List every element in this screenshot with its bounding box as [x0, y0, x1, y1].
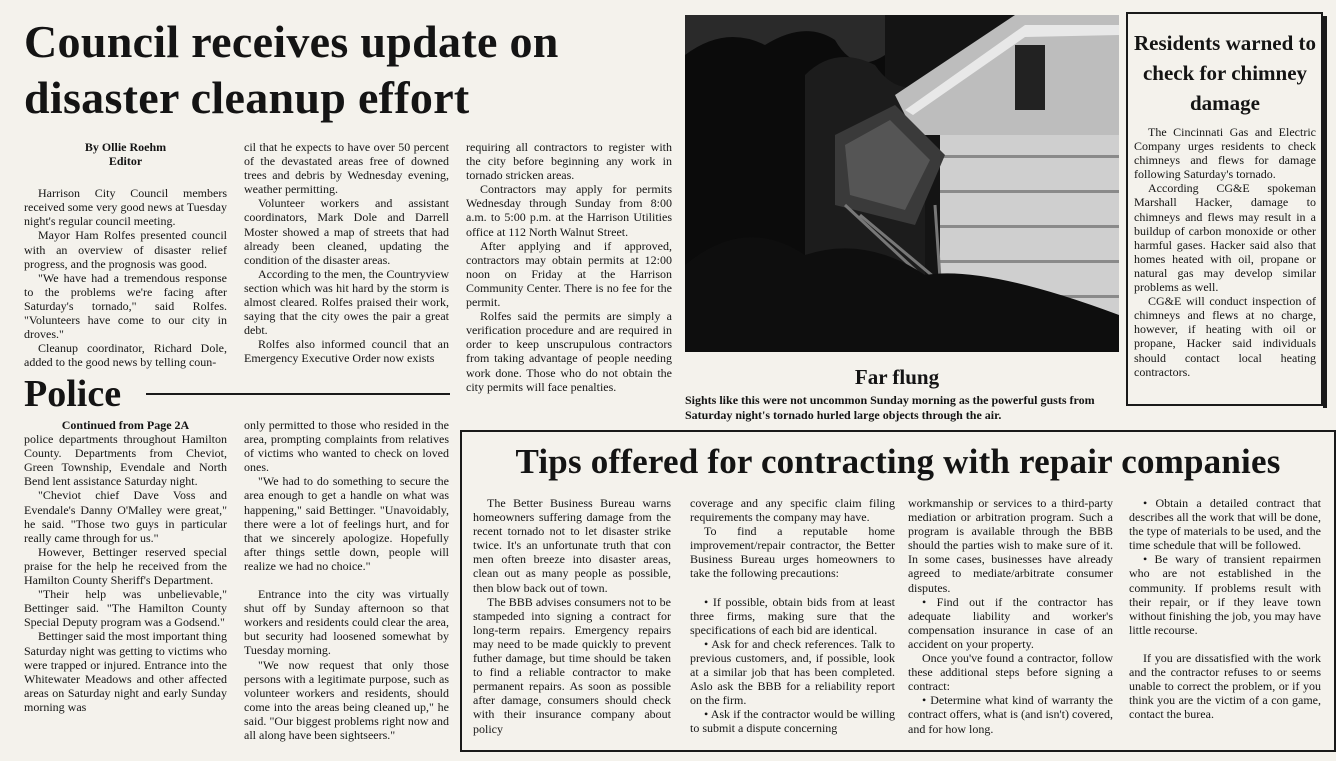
paragraph: If you are dissatisfied with the work and the contractor refuses to or seems unable to correct the problem, or if you think you are the victim of a con game, contact the burea.: [1129, 650, 1321, 722]
bullet-item: • Be wary of transient repairmen who are not established in the community. If problems result with their repair, or if they leave town without finishing the job, you may have little recourse.: [1129, 552, 1321, 637]
paragraph: "We had to do something to secure the area enough to get a handle on what was happening," said Bettinger. "Unavoidably, there were a lot of feelings hurt, and for that we sincerely apologize. Hopefully after things settle down, people will realize we had no choice.": [244, 474, 449, 573]
paragraph: "Cheviot chief Dave Voss and Evendale's Danny O'Malley were great," he said. "Those two guys in particular really came through for us.": [24, 488, 227, 545]
byline-role: Editor: [108, 154, 143, 169]
police-column-1: [24, 418, 227, 714]
chimney-column: [1134, 125, 1316, 379]
paragraph: coverage and any specific claim filing requirements the company may have.: [690, 496, 895, 525]
bullet-item: • Obtain a detailed contract that describes all the work that will be done, the type of materials to be used, and the time schedule that will be followed.: [1129, 496, 1321, 553]
police-column-2: [244, 418, 449, 758]
bullet-item: • If possible, obtain bids from at least three firms, making sure that the specifications of each bid are identical.: [690, 594, 895, 637]
police-headline: Police: [24, 373, 122, 415]
tips-column-3: [908, 496, 1113, 736]
paragraph: According CG&E spokeman Marshall Hacker, damage to chimneys and flews may result in a buildup of carbon monoxide or other harmful gases. Hacker said also that homes heated with oil, propane or natural gas may develop similar problems as well.: [1134, 181, 1316, 295]
paragraph: Mayor Ham Rolfes presented council with an overview of disaster relief progress, and the prognosis was good.: [24, 228, 227, 271]
chimney-box-shadow-right: [1323, 16, 1327, 408]
paragraph: "We have had a tremendous response to the problems we're facing after Saturday's tornado," said Rolfes. "Volunteers have come to our city in droves.": [24, 270, 227, 342]
paragraph: Bettinger said the most important thing Saturday night was getting to victims who were trapped or injured. Entrance into the Whitewater Meadows and other affected areas on Saturday night and early Sunday morning was: [24, 629, 227, 714]
police-headline-rule: [146, 393, 450, 395]
continued-line: Continued from Page 2A: [61, 418, 190, 432]
paragraph: only permitted to those who resided in the area, prompting complaints from relatives of victims who wanted to check on loved ones.: [244, 418, 449, 475]
council-column-2: [244, 140, 449, 366]
paragraph: After applying and if approved, contractors may obtain permits at 12:00 noon on Friday at the Harrison Community Center. There is no fee for the permit.: [466, 238, 672, 310]
tips-headline: Tips offered for contracting with repair companies: [515, 442, 1281, 481]
paragraph: However, Bettinger reserved special praise for the help he received from the Hamilton County Sheriff's Department.: [24, 544, 227, 588]
bullet-item: • Ask if the contractor would be willing to submit a dispute concerning: [690, 707, 895, 736]
paragraph: Rolfes said the permits are simply a verification procedure and are required in order to keep unscrupulous contractors from taking advantage of people needing work done. Those who do not obtain the city permits will face penalties.: [466, 309, 672, 394]
paragraph: Cleanup coordinator, Richard Dole, added to the good news by telling coun-: [24, 341, 227, 370]
paragraph: Rolfes also informed council that an Emergency Executive Order now exists: [244, 337, 449, 366]
paragraph: requiring all contractors to register with the city before beginning any work in tornado stricken areas.: [466, 140, 672, 183]
paragraph: The BBB advises consumers not to be stampeded into signing a contract for long-term repairs. Emergency repairs may need to be made quickly to prevent futher damage, but time should be taken to find a reliable contractor to make permanent repairs. As soon as possible after damage, consumers should check with their insurance company about policy: [473, 594, 671, 736]
house-photo-image: [685, 15, 1119, 352]
council-headline: Council receives update on disaster cleanup effort: [24, 16, 559, 123]
paragraph: workmanship or services to a third-party mediation or arbitration program. Such a program is available through the BBB should the parties wish to make sure of it. In some cases, businesses have already agreed to mediate/arbitrate consumer disputes.: [908, 496, 1113, 595]
paragraph: Once you've found a contractor, follow these additional steps before signing a contract:: [908, 651, 1113, 694]
byline: By Ollie Roehm: [84, 140, 167, 154]
tips-column-1: [473, 496, 671, 736]
tips-column-2: [690, 496, 895, 736]
photo-caption: Sights like this were not uncommon Sunday morning as the powerful gusts from Saturday night's tornado hurled large objects through the air.: [685, 393, 1095, 422]
paragraph: The Cincinnati Gas and Electric Company urges residents to check chimneys and flews for damage following Saturday's tornado.: [1134, 125, 1316, 182]
tornado-photo: [685, 15, 1119, 352]
paragraph: According to the men, the Countryview section which was hit hard by the storm is almost cleared. Rolfes praised their work, saying that the city owes the pair a great debt.: [244, 266, 449, 338]
photo-caption-title: Far flung: [854, 365, 940, 389]
paragraph: The Better Business Bureau warns homeowners suffering damage from the recent tornado not to let disaster strike twice. It's an unfortunate truth that con men often breeze into disaster areas, clean out as many people as possible, then blow back out of town.: [473, 496, 671, 595]
paragraph: "We now request that only those persons with a legitimate purpose, such as volunteer workers and residents, should come into the areas being cleaned up," he said. "Our biggest problems right now and all along have been sightseers.": [244, 657, 449, 742]
council-column-1: [24, 140, 227, 369]
bullet-item: • Find out if the contractor has adequate liability and worker's compensation insurance in case of an accident on your property.: [908, 594, 1113, 651]
bullet-item: • Ask for and check references. Talk to previous customers, and, if possible, look at a similar job that has been completed. Aslo ask the BBB for a reliability report on the firm.: [690, 636, 895, 708]
paragraph: police departments throughout Hamilton County. Departments from Cheviot, Green Township, Evendale and North Bend lent assistance Saturday night.: [24, 432, 227, 489]
paragraph: CG&E will conduct inspection of chimneys and flews at no charge, however, if heating with oil or propane, Hacker said individuals should contact local heating contractors.: [1134, 294, 1316, 379]
bullet-item: • Determine what kind of warranty the contract offers, what is (and isn't) covered, and for how long.: [908, 693, 1113, 736]
paragraph: "Their help was unbelievable," Bettinger said. "The Hamilton County Special Deputy program was a Godsend.": [24, 587, 227, 630]
council-column-3: [466, 140, 672, 394]
tips-column-4: [1129, 496, 1321, 721]
paragraph: To find a reputable home improvement/repair contractor, the Better Business Bureau urges homeowners to take the following precautions:: [690, 524, 895, 581]
paragraph: Entrance into the city was virtually shut off by Sunday afternoon so that workers and residents could clear the area, but security had loosened somewhat by Tuesday morning.: [244, 587, 449, 658]
chimney-headline: Residents warned to check for chimney damage: [1134, 31, 1316, 115]
paragraph: cil that he expects to have over 50 percent of the devastated areas free of downed trees and debris by Wednesday evening, weather permitting.: [244, 140, 449, 197]
paragraph: Harrison City Council members received some very good news at Tuesday night's regular council meeting.: [24, 186, 227, 229]
paragraph: Volunteer workers and assistant coordinators, Mark Dole and Darrell Moster showed a map of streets that had already been cleaned, updating the condition of the disaster areas.: [244, 196, 449, 267]
paragraph: Contractors may apply for permits Wednesday through Sunday from 8:00 a.m. to 5:00 p.m. at the Harrison Utilities office at 112 North Walnut Street.: [466, 182, 672, 239]
